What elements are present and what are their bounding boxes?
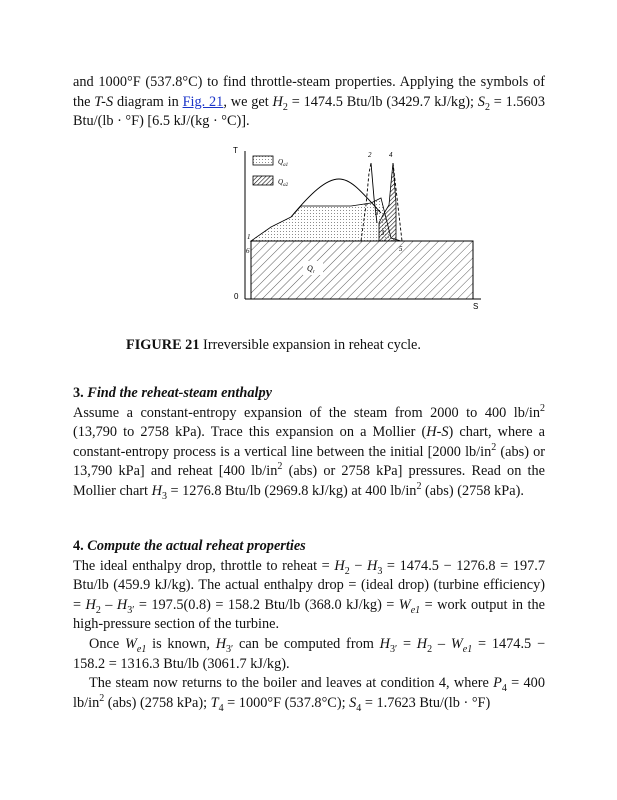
t-axis-label: T xyxy=(233,146,238,155)
heat-rejected-region xyxy=(251,241,473,299)
legend-swatch-qa2 xyxy=(253,176,273,185)
section-4 xyxy=(73,537,545,713)
legend-swatch-qa1 xyxy=(253,156,273,165)
section-4-heading: 4. Compute the actual reheat properties xyxy=(73,538,306,554)
section-3-body: Assume a constant-entropy expansion of the steam from 2000 to 400 $lb/in^2$ (13,790 to 2758 kPa). Trace this expansion on a Mollier (H-S) chart, where a constant-entropy process is a vertical line between the initial [2000 $lb/in^2$ (abs) or 13,790 kPa] and reheat [400 $lb/in^2$ (abs) or 2758 kPa] pressures. Read on the Mollier chart $H_3 = 1276.8$ Btu/lb (2969.8 kJ/kg) at 400 $lb/in^2$ (abs) (2758 kPa). xyxy=(73,402,546,502)
state-point-3: 3 xyxy=(381,229,385,237)
legend-label-qa1: $Q_{a1}$ xyxy=(278,158,289,168)
state-point-3p: 3' xyxy=(375,209,380,217)
section-3 xyxy=(73,384,545,502)
fig-21-link[interactable]: Fig. 21 xyxy=(182,93,224,110)
section-3-heading: 3. Find the reheat-steam enthalpy xyxy=(73,385,272,401)
state-point-2: 2 xyxy=(368,151,372,159)
heat-added-region xyxy=(251,198,401,241)
state-point-6: 6 xyxy=(246,247,250,255)
section-4-paragraph-1: The ideal enthalpy drop, throttle to reheat = $H_2 - H_3 = 1474.5 - 1276.8 = 197.7$ Btu/lb (459.9 kJ/kg). The actual enthalpy drop = (ideal drop) (turbine efficiency) = $H_2 - H_{3'} = 197.5(0.8) = 158.2$ Btu/lb (368.0 $kJ/kg) = W_{e1}$ = work output in the high-pressure section of the turbine. xyxy=(73,557,545,633)
state-point-4: 4 xyxy=(389,151,393,159)
qr-label: $Q_r$ xyxy=(307,264,315,275)
section-4-paragraph-2: Once $W_{e1}$ is known, $H_{3'}$ can be computed from $H_{3'} = H_2 - W_{e1} = 1474.5 - 158.2 = 1316.3$ Btu/lb (3061.7 kJ/kg). xyxy=(73,635,546,672)
origin-label: 0 xyxy=(234,292,239,301)
intro-paragraph: and 1000°F (537.8°C) to find throttle-steam properties. Applying the symbols of the T-S diagram in Fig. 21, we get $H_2 = 1474.5$ Btu/lb (3429.7 kJ/kg); $S_2 = 1.5603$ Btu/(lb · °F) [6.5 kJ/(kg · °C)]. xyxy=(73,74,545,130)
ts-diagram-figure xyxy=(231,143,487,313)
section-4-paragraph-3: The steam now returns to the boiler and leaves at condition 4, where $P_4 = 400$ $lb/in^2$ (abs) (2758 kPa); $T_4 = 1000^\circ F$ (537.8°C); $S_4 = 1.7623$ Btu/(lb · °F) xyxy=(73,675,545,714)
state-point-1: 1 xyxy=(247,233,251,241)
state-point-5: 5 xyxy=(399,245,403,253)
s-axis-label: S xyxy=(473,302,479,311)
figure-caption: FIGURE 21 Irreversible expansion in reheat cycle. xyxy=(126,337,421,353)
legend-label-qa2: $Q_{a2}$ xyxy=(278,178,289,188)
